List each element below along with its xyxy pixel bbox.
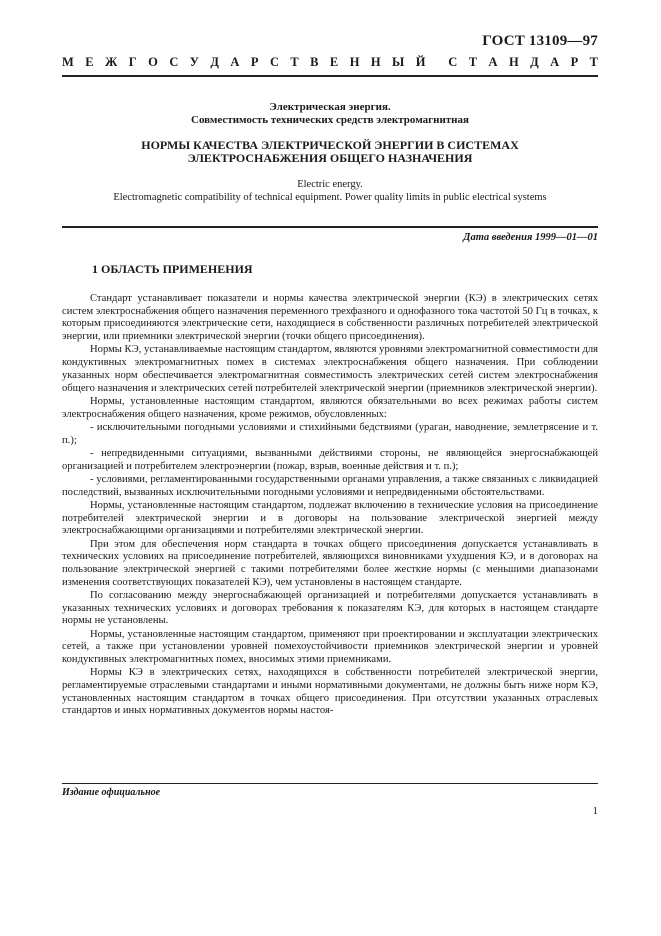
banner-letter: У xyxy=(189,55,199,69)
banner-letter: А xyxy=(488,55,498,69)
banner-letter: Н xyxy=(349,55,360,69)
banner-letter: С xyxy=(448,55,458,69)
main-title-line-2: ЭЛЕКТРОСНАБЖЕНИЯ ОБЩЕГО НАЗНАЧЕНИЯ xyxy=(187,151,473,165)
english-title-line-2: Electromagnetic compatibility of technical equipment. Power quality limits in public electrical systems xyxy=(113,192,547,203)
paragraph: По согласованию между энергоснабжающей организацией и потребителями допускается устанавливать в указанных технических условиях и договорах требования к показателям КЭ, для которых в настоящем стандарте нормы не установлены. xyxy=(62,589,598,627)
paragraph: Нормы КЭ, устанавливаемые настоящим стандартом, являются уровнями электромагнитной совместимости для кондуктивных электромагнитных помех в системах электроснабжения общего назначения. При соблюдении указанных норм обеспечивается электромагнитная совместимость электрических сетей систем электроснабжения общего назначения и электрических сетей потребителей электрической энергии (приемников электрической энергии). xyxy=(62,344,598,394)
introduction-date: Дата введения 1999—01—01 xyxy=(463,232,598,243)
list-item: - непредвиденными ситуациями, вызванными действиями стороны, не являющейся энергоснабжающей организацией и потребителем электроэнергии (пожар, взрыв, военные действия и т. п.); xyxy=(62,447,598,472)
banner-letter: О xyxy=(148,55,158,69)
paragraph: Стандарт устанавливает показатели и нормы качества электрической энергии (КЭ) в электрических сетях систем электроснабжения общего назначения переменного трехфазного и однофазного тока частотой 50 Гц в точках, к которым присоединяются электрические сети, находящиеся в собственности различных потребителей электрической энергии, или приемники электрической энергии (точки общего присоединения). xyxy=(62,293,598,343)
english-title-line-1: Electric energy. xyxy=(297,179,363,190)
banner-letter: Й xyxy=(415,55,426,69)
banner-letter: М xyxy=(62,55,74,69)
list-item: - исключительными погодными условиями и стихийными бедствиями (ураган, наводнение, землетрясение и т. п.); xyxy=(62,421,598,446)
banner-letter: Т xyxy=(589,55,598,69)
main-title-line-1: НОРМЫ КАЧЕСТВА ЭЛЕКТРИЧЕСКОЙ ЭНЕРГИИ В СИСТЕМАХ xyxy=(141,138,519,152)
footer-divider xyxy=(62,783,598,784)
edition-note: Издание официальное xyxy=(62,787,161,798)
banner-letter: Г xyxy=(128,55,137,69)
banner-letter: А xyxy=(550,55,560,69)
section-heading: 1 ОБЛАСТЬ ПРИМЕНЕНИЯ xyxy=(92,262,253,276)
banner-letter: Е xyxy=(85,55,94,69)
subtitle-line-1: Электрическая энергия. xyxy=(269,101,391,113)
banner-letter: Т xyxy=(290,55,299,69)
top-divider xyxy=(62,75,598,77)
list-item: - условиями, регламентированными государственными органами управления, а также связанных с ликвидацией последствий, вызванных исключительными погодными условиями и непредвиденными обстоятельствами. xyxy=(62,473,598,498)
banner-letter: Р xyxy=(250,55,259,69)
section-body xyxy=(62,293,598,719)
banner-letter: С xyxy=(269,55,279,69)
paragraph: Нормы, установленные настоящим стандартом, подлежат включению в технические условия на присоединение потребителей электрической энергии и в договоры на пользование электрической энергией между электроснабжающими организациями и потребителями электрической энергии. xyxy=(62,499,598,537)
page-number: 1 xyxy=(592,805,598,817)
banner-letter: С xyxy=(169,55,179,69)
banner-letter: Н xyxy=(370,55,381,69)
paragraph: При этом для обеспечения норм стандарта в точках общего присоединения допускается устанавливать в технических условиях на присоединение потребителей, являющихся виновниками ухудшения КЭ, и в договорах на пользование электрической энергией с такими потребителями более жесткие нормы (с меньшими диапазонами изменения соответствующих показателей КЭ), чем установлены в настоящем стандарте. xyxy=(62,538,598,588)
banner-letter: А xyxy=(230,55,240,69)
banner-letter: В xyxy=(310,55,319,69)
middle-divider xyxy=(62,226,598,228)
banner-letter: Ы xyxy=(392,55,405,69)
paragraph: Нормы, установленные настоящим стандартом, являются обязательными во всех режимах работы систем электроснабжения общего назначения, кроме режимов, обусловленных: xyxy=(62,395,598,420)
paragraph: Нормы, установленные настоящим стандартом, применяют при проектировании и эксплуатации электрических сетей, а также при установлении уровней помехоустойчивости приемников электрической энергии и уровней кондуктивных электромагнитных помех, вносимых этими приемниками. xyxy=(62,628,598,666)
banner-letter: Т xyxy=(468,55,478,69)
subtitle-line-2: Совместимость технических средств электромагнитная xyxy=(191,114,469,126)
paragraph: Нормы КЭ в электрических сетях, находящихся в собственности потребителей электрической энергии, регламентируемые отраслевыми стандартами и иными нормативными документами, не должны быть ниже норм КЭ, установленных настоящим стандартом в точках общего присоединения. При отсутствии указанных отраслевых стандартов и иных нормативных документов нормы настоя- xyxy=(62,667,598,717)
banner-letter: Н xyxy=(508,55,519,69)
banner-letter: Ж xyxy=(105,55,118,69)
banner-letter: Д xyxy=(530,55,539,69)
banner-letter: Д xyxy=(210,55,219,69)
document-code: ГОСТ 13109—97 xyxy=(482,33,598,49)
banner-letter: Е xyxy=(329,55,339,69)
interstate-standard-banner xyxy=(62,55,598,70)
banner-letter: Р xyxy=(570,55,579,69)
